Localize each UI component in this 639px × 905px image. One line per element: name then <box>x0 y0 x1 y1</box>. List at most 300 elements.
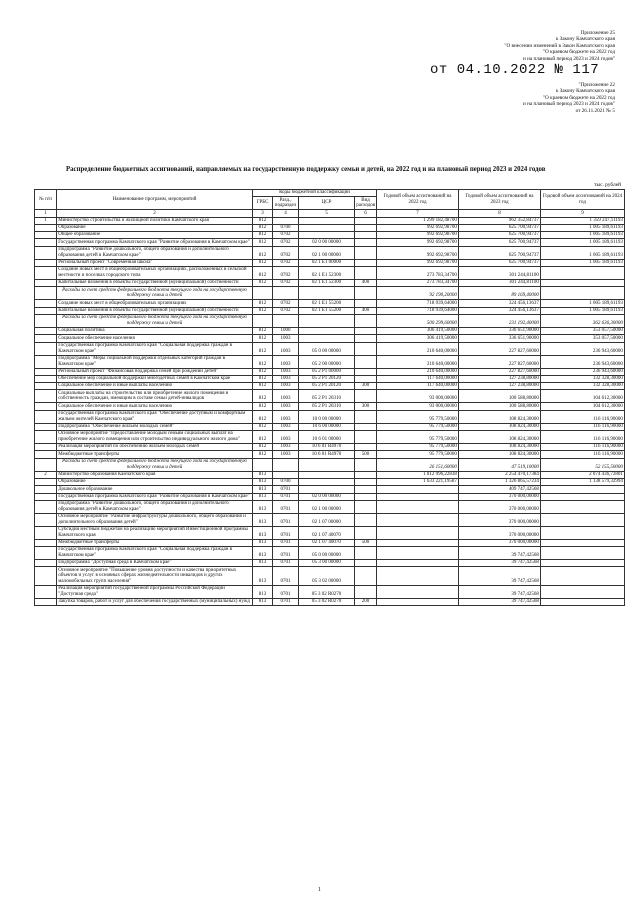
table-row <box>35 307 625 314</box>
table-row <box>35 224 625 231</box>
cell-name: Государственная программа Камчатского края "Социальная поддержка граждан в Камчатском крае" <box>57 342 253 355</box>
cell-v23: 39 747,42568 <box>459 586 541 599</box>
cell-sec: 0702 <box>273 259 299 266</box>
cell-num <box>35 342 57 355</box>
cell-v24 <box>541 486 625 493</box>
cell-grbs: 812 <box>253 335 273 342</box>
cell-v22: 718 939,64000 <box>377 300 459 307</box>
cell-v24 <box>541 586 625 599</box>
cell-csr: 02 0 00 00000 <box>299 239 355 246</box>
cell-v22: 26 151,60000 <box>377 458 459 471</box>
cell-vr <box>355 486 377 493</box>
cell-v23: 89 169,40000 <box>459 287 541 300</box>
cell-csr: 02 1 07 00000 <box>299 513 355 526</box>
cell-csr: 05 2 P1 20120 <box>299 383 355 390</box>
col-index: 7 <box>377 210 459 217</box>
cell-vr <box>355 327 377 334</box>
cell-sec: 1003 <box>273 383 299 390</box>
cell-vr <box>355 431 377 444</box>
cell-csr <box>299 224 355 231</box>
cell-v22: 306 419,50000 <box>377 327 459 334</box>
cell-name: Государственная программа Камчатского края "Развитие образования в Камчатском крае" <box>57 493 253 500</box>
cell-grbs: 812 <box>253 232 273 239</box>
cell-num: 1 <box>35 217 57 224</box>
cell-name: Подпрограмма "Доступная среда в Камчатском крае" <box>57 560 253 567</box>
cell-num <box>35 423 57 430</box>
cell-v24 <box>541 287 625 300</box>
cell-sec: 1003 <box>273 355 299 368</box>
cell-v24 <box>541 267 625 280</box>
cell-num <box>35 513 57 526</box>
cell-vr <box>355 355 377 368</box>
cell-vr <box>355 342 377 355</box>
cell-vr <box>355 224 377 231</box>
cell-num <box>35 239 57 246</box>
cell-csr: 10 6 01 R4970 <box>299 451 355 458</box>
cell-v24: 362 636,30000 <box>541 314 625 327</box>
table-row <box>35 383 625 390</box>
cell-sec: 1003 <box>273 335 299 342</box>
cell-num <box>35 410 57 423</box>
cell-num <box>35 267 57 280</box>
cell-v22: 992 692,98700 <box>377 259 459 266</box>
cell-vr <box>355 246 377 259</box>
table-row <box>35 217 625 224</box>
cell-vr: 300 <box>355 383 377 390</box>
cell-v24 <box>541 500 625 513</box>
cell-v22 <box>377 539 459 546</box>
table-row <box>35 259 625 266</box>
cell-v24: 116 116,90000 <box>541 444 625 451</box>
cell-grbs: 812 <box>253 451 273 458</box>
cell-v23: 100 588,80000 <box>459 390 541 403</box>
cell-vr <box>355 368 377 375</box>
table-row <box>35 403 625 410</box>
cell-name: Реализация мероприятий государственной программы Российской Федерации "Доступная среда" <box>57 586 253 599</box>
cell-v23: 625 700,94737 <box>459 232 541 239</box>
cell-v22: 93 000,00000 <box>377 390 459 403</box>
cell-vr <box>355 458 377 471</box>
cell-sec: 1003 <box>273 451 299 458</box>
cell-name: Социальные выплаты на строительство или приобретение жилого помещения в собственность граждан, имеющим в составе семьи детей-инвалидов <box>57 390 253 403</box>
table-row <box>35 375 625 382</box>
cell-v24: 1 005 189,61193 <box>541 239 625 246</box>
cell-csr <box>299 335 355 342</box>
cell-v24 <box>541 547 625 560</box>
cell-sec <box>273 458 299 471</box>
cell-sec: 0702 <box>273 267 299 280</box>
table-row <box>35 539 625 546</box>
cell-grbs: 813 <box>253 539 273 546</box>
budget-table <box>34 189 625 606</box>
header-2024: Годовой объем ассигнований на 2024 год <box>541 190 625 210</box>
cell-sec: 1003 <box>273 375 299 382</box>
cell-grbs: 812 <box>253 375 273 382</box>
cell-name: Подпрограмма "Развитие дошкольного, общего образования и дополнительного образования детей в Камчатском крае" <box>57 246 253 259</box>
cell-name: Расходы за счет средств федерального бюджета текущего года на государственную поддержку семьи и детей <box>57 458 253 471</box>
header-vr: Вид расходов <box>356 197 376 209</box>
table-row <box>35 335 625 342</box>
cell-name: Основное мероприятие "Повышение уровня доступности и качества приоритетных объектов и услуг в основных сферах жизнедеятельности инвалидов и других маломобильных групп населения" <box>57 567 253 586</box>
cell-v23: 324 456,13637 <box>459 307 541 314</box>
cell-num <box>35 599 57 606</box>
cell-v22: 718 939,64000 <box>377 307 459 314</box>
cell-v22: 210 640,00000 <box>377 368 459 375</box>
cell-grbs: 812 <box>253 307 273 314</box>
cell-sec <box>273 314 299 327</box>
cell-num <box>35 390 57 403</box>
appendix-line: и на плановый период 2023 и 2024 годов" <box>523 101 615 108</box>
appendix-line: Приложение 25 <box>580 30 615 36</box>
cell-vr <box>355 526 377 539</box>
cell-num <box>35 224 57 231</box>
cell-num <box>35 444 57 451</box>
cell-v24: 116 116,90000 <box>541 410 625 423</box>
cell-csr: 02 1 07 40070 <box>299 526 355 539</box>
cell-grbs: 812 <box>253 368 273 375</box>
cell-num <box>35 232 57 239</box>
col-index: 8 <box>459 210 541 217</box>
appendix-line: к Закону Камчатского края <box>555 36 615 43</box>
cell-v23: 2 254 470,17384 <box>459 471 541 478</box>
cell-csr: 10 0 00 00000 <box>299 410 355 423</box>
cell-num <box>35 493 57 500</box>
cell-num <box>35 327 57 334</box>
cell-vr <box>355 471 377 478</box>
cell-grbs: 813 <box>253 471 273 478</box>
appendix-line: "О краевом бюджете на 2022 год <box>542 49 615 56</box>
cell-name: Дошкольное образование <box>57 486 253 493</box>
cell-sec: 1003 <box>273 423 299 430</box>
cell-num <box>35 355 57 368</box>
cell-grbs: 813 <box>253 526 273 539</box>
cell-sec <box>273 287 299 300</box>
cell-num <box>35 314 57 327</box>
table-row <box>35 327 625 334</box>
cell-v23: 108 824,30000 <box>459 423 541 430</box>
cell-name: Расходы за счет средств федерального бюджета текущего года на государственную поддержку семьи и детей <box>57 314 253 327</box>
cell-sec: 0700 <box>273 224 299 231</box>
header-2022: Годовой объем ассигнований на 2022 год <box>377 190 459 210</box>
cell-v23: 227 827,60000 <box>459 342 541 355</box>
cell-sec: 1003 <box>273 431 299 444</box>
cell-name: Социальная политика <box>57 327 253 334</box>
cell-grbs: 812 <box>253 342 273 355</box>
cell-vr <box>355 567 377 586</box>
cell-v22: 500 299,60000 <box>377 314 459 327</box>
cell-num <box>35 335 57 342</box>
table-row <box>35 513 625 526</box>
cell-v23: 336 651,90000 <box>459 327 541 334</box>
cell-sec: 1003 <box>273 390 299 403</box>
cell-grbs <box>253 314 273 327</box>
appendix-line: "Приложение 22 <box>578 82 615 88</box>
cell-num <box>35 307 57 314</box>
cell-v22: 1 633 221,19587 <box>377 478 459 485</box>
cell-csr <box>299 486 355 493</box>
cell-v22 <box>377 526 459 539</box>
cell-v23: 47 519,10000 <box>459 458 541 471</box>
cell-grbs: 812 <box>253 280 273 287</box>
cell-csr: 02 1 00 00000 <box>299 500 355 513</box>
cell-num <box>35 486 57 493</box>
cell-num <box>35 368 57 375</box>
table-row <box>35 300 625 307</box>
cell-v22 <box>377 560 459 567</box>
cell-v22: 93 000,00000 <box>377 403 459 410</box>
cell-grbs <box>253 287 273 300</box>
document-title: Распределение бюджетных ассигнований, направляемых на государственную поддержку семьи и детей, на 2022 год и на плановый период 2023 и 2024 годов <box>66 166 546 173</box>
unit-label: тыс. рублей <box>594 182 621 188</box>
col-index: 3 <box>253 210 273 217</box>
cell-name: Капитальные вложения в объекты государственной (муниципальной) собственности <box>57 280 253 287</box>
cell-vr <box>355 259 377 266</box>
cell-csr: 05 0 00 00000 <box>299 547 355 560</box>
table-row <box>35 246 625 259</box>
cell-num <box>35 526 57 539</box>
cell-sec: 0702 <box>273 246 299 259</box>
cell-v23: 127 238,80000 <box>459 383 541 390</box>
table-row <box>35 280 625 287</box>
cell-csr <box>299 287 355 300</box>
cell-sec: 0701 <box>273 500 299 513</box>
cell-v24: 1 005 189,61193 <box>541 259 625 266</box>
cell-grbs: 812 <box>253 390 273 403</box>
cell-csr <box>299 471 355 478</box>
table-row-note <box>35 458 625 471</box>
header-num: № п/п <box>35 190 57 210</box>
header-name: Наименование программ, мероприятий <box>57 190 253 210</box>
cell-v22: 95 779,50000 <box>377 451 459 458</box>
appendix-line: "О краевом бюджете на 2022 год <box>542 94 615 101</box>
header-codes: Коды бюджетной классификации <box>253 190 377 197</box>
cell-v22: 210 640,00000 <box>377 355 459 368</box>
cell-v24: 1 005 189,61193 <box>541 246 625 259</box>
cell-name: Образование <box>57 224 253 231</box>
cell-name: Закупка товаров, работ и услуг для обеспечения государственных (муниципальных) нужд <box>57 599 253 606</box>
cell-v23: 127 238,80000 <box>459 375 541 382</box>
cell-v23: 625 700,94737 <box>459 224 541 231</box>
cell-vr <box>355 410 377 423</box>
cell-v23: 370 000,00000 <box>459 539 541 546</box>
cell-csr: 02 1 07 40070 <box>299 539 355 546</box>
cell-v24: 104 612,30000 <box>541 403 625 410</box>
table-row <box>35 390 625 403</box>
cell-num <box>35 451 57 458</box>
cell-v23: 370 000,00000 <box>459 500 541 513</box>
cell-grbs: 813 <box>253 500 273 513</box>
cell-v22: 117 640,00000 <box>377 375 459 382</box>
cell-v24: 236 943,60000 <box>541 368 625 375</box>
cell-v23: 625 700,94737 <box>459 239 541 246</box>
cell-name: Межбюджетные трансферты <box>57 451 253 458</box>
cell-sec: 0702 <box>273 232 299 239</box>
cell-v23: 39 747,42568 <box>459 599 541 606</box>
cell-grbs: 813 <box>253 547 273 560</box>
cell-v23: 231 192,40000 <box>459 314 541 327</box>
cell-name: Министерство строительства и жилищной политики Камчатского края <box>57 217 253 224</box>
cell-grbs: 813 <box>253 478 273 485</box>
cell-csr: 02 1 E1 00000 <box>299 259 355 266</box>
cell-v24: 236 943,60000 <box>541 355 625 368</box>
cell-grbs: 812 <box>253 423 273 430</box>
cell-name: Региональный проект "Финансовая поддержка семей при рождении детей" <box>57 368 253 375</box>
cell-vr <box>355 335 377 342</box>
cell-v22: 992 692,98700 <box>377 224 459 231</box>
cell-vr <box>355 314 377 327</box>
cell-sec: 0702 <box>273 239 299 246</box>
cell-v24 <box>541 493 625 500</box>
cell-grbs: 812 <box>253 300 273 307</box>
cell-num <box>35 539 57 546</box>
cell-num <box>35 478 57 485</box>
cell-v22: 95 779,50000 <box>377 444 459 451</box>
cell-grbs: 813 <box>253 493 273 500</box>
cell-v23: 227 827,60000 <box>459 368 541 375</box>
cell-grbs <box>253 458 273 471</box>
cell-v23: 301 244,81100 <box>459 267 541 280</box>
cell-v22 <box>377 599 459 606</box>
cell-num <box>35 560 57 567</box>
table-row <box>35 547 625 560</box>
cell-v22 <box>377 547 459 560</box>
cell-v24: 132 328,30000 <box>541 375 625 382</box>
cell-csr: 05 3 00 00000 <box>299 560 355 567</box>
cell-name: Подпрограмма "Меры социальной поддержки отдельных категорий граждан в Камчатском крае" <box>57 355 253 368</box>
page-number: 1 <box>318 887 321 893</box>
cell-vr <box>355 444 377 451</box>
cell-csr: 02 1 E1 52300 <box>299 267 355 280</box>
cell-grbs: 812 <box>253 383 273 390</box>
cell-vr <box>355 478 377 485</box>
cell-v22: 1 812 996,22838 <box>377 471 459 478</box>
table-row <box>35 267 625 280</box>
cell-vr: 300 <box>355 403 377 410</box>
cell-vr <box>355 560 377 567</box>
table-row <box>35 567 625 586</box>
cell-vr: 400 <box>355 280 377 287</box>
cell-v24: 52 155,50000 <box>541 458 625 471</box>
cell-grbs: 813 <box>253 560 273 567</box>
table-row <box>35 471 625 478</box>
cell-name: Субсидии местным бюджетам на реализацию мероприятий Инвестиционной программы Камчатского края <box>57 526 253 539</box>
cell-csr: 05 3 02 R0270 <box>299 586 355 599</box>
cell-v24: 1 138 579,32994 <box>541 478 625 485</box>
cell-csr: 05 0 00 00000 <box>299 342 355 355</box>
cell-vr <box>355 287 377 300</box>
cell-vr: 200 <box>355 599 377 606</box>
cell-sec <box>273 217 299 224</box>
table-row <box>35 493 625 500</box>
cell-vr <box>355 390 377 403</box>
table-row <box>35 478 625 485</box>
cell-grbs: 813 <box>253 513 273 526</box>
col-index: 2 <box>57 210 253 217</box>
cell-num <box>35 287 57 300</box>
cell-v24 <box>541 599 625 606</box>
cell-vr <box>355 586 377 599</box>
table-row <box>35 410 625 423</box>
cell-v24: 1 005 189,61193 <box>541 232 625 239</box>
cell-v23: 370 000,00000 <box>459 513 541 526</box>
cell-sec: 0701 <box>273 486 299 493</box>
cell-vr: 400 <box>355 307 377 314</box>
cell-csr <box>299 478 355 485</box>
cell-num <box>35 383 57 390</box>
cell-name: Реализация мероприятий по обеспечению жильем молодых семей <box>57 444 253 451</box>
table-row <box>35 444 625 451</box>
cell-grbs: 812 <box>253 444 273 451</box>
cell-v22: 117 640,00000 <box>377 383 459 390</box>
cell-vr <box>355 239 377 246</box>
table-row <box>35 500 625 513</box>
table-row <box>35 423 625 430</box>
cell-num <box>35 280 57 287</box>
cell-csr: 02 1 E1 55200 <box>299 307 355 314</box>
cell-grbs: 812 <box>253 267 273 280</box>
cell-num <box>35 586 57 599</box>
cell-v22 <box>377 486 459 493</box>
cell-sec: 1003 <box>273 444 299 451</box>
cell-csr: 02 0 00 00000 <box>299 493 355 500</box>
cell-csr: 05 3 02 00000 <box>299 567 355 586</box>
cell-v24: 353 057,50000 <box>541 327 625 334</box>
appendix-line: "О внесении изменений в Закон Камчатского края <box>504 42 615 49</box>
table-row <box>35 342 625 355</box>
cell-csr <box>299 314 355 327</box>
col-index: 6 <box>355 210 377 217</box>
cell-sec <box>273 471 299 478</box>
appendix-note <box>295 30 615 62</box>
cell-csr: 05 2 P1 20120 <box>299 375 355 382</box>
cell-grbs: 812 <box>253 259 273 266</box>
appendix-line: к Закону Камчатского края <box>555 88 615 95</box>
cell-num <box>35 431 57 444</box>
cell-v22: 992 692,98700 <box>377 232 459 239</box>
cell-csr: 10 6 00 00000 <box>299 423 355 430</box>
cell-name: Региональный проект "Современная школа" <box>57 259 253 266</box>
cell-vr <box>355 300 377 307</box>
table-row <box>35 232 625 239</box>
cell-sec: 0701 <box>273 599 299 606</box>
cell-sec: 0701 <box>273 567 299 586</box>
cell-csr: 05 2 P1 20310 <box>299 403 355 410</box>
cell-sec: 1003 <box>273 403 299 410</box>
cell-v24: 132 328,30000 <box>541 383 625 390</box>
cell-vr <box>355 547 377 560</box>
cell-v24 <box>541 539 625 546</box>
cell-v22 <box>377 493 459 500</box>
cell-v24 <box>541 567 625 586</box>
cell-grbs: 812 <box>253 355 273 368</box>
cell-csr <box>299 458 355 471</box>
table-row <box>35 451 625 458</box>
cell-v23: 301 244,81100 <box>459 280 541 287</box>
cell-v22 <box>377 567 459 586</box>
cell-name: Подпрограмма "Развитие дошкольного, общего образования и дополнительного образования детей в Камчатском крае" <box>57 500 253 513</box>
table-row <box>35 355 625 368</box>
cell-num: 2 <box>35 471 57 478</box>
cell-v22: 273 783,34700 <box>377 280 459 287</box>
cell-sec: 0701 <box>273 493 299 500</box>
cell-v24: 116 116,90000 <box>541 451 625 458</box>
cell-sec: 1003 <box>273 410 299 423</box>
cell-name: Социальное обеспечение и иные выплаты населению <box>57 403 253 410</box>
cell-sec: 0701 <box>273 539 299 546</box>
cell-sec: 0701 <box>273 547 299 560</box>
cell-v23: 227 827,60000 <box>459 355 541 368</box>
cell-sec: 1000 <box>273 327 299 334</box>
